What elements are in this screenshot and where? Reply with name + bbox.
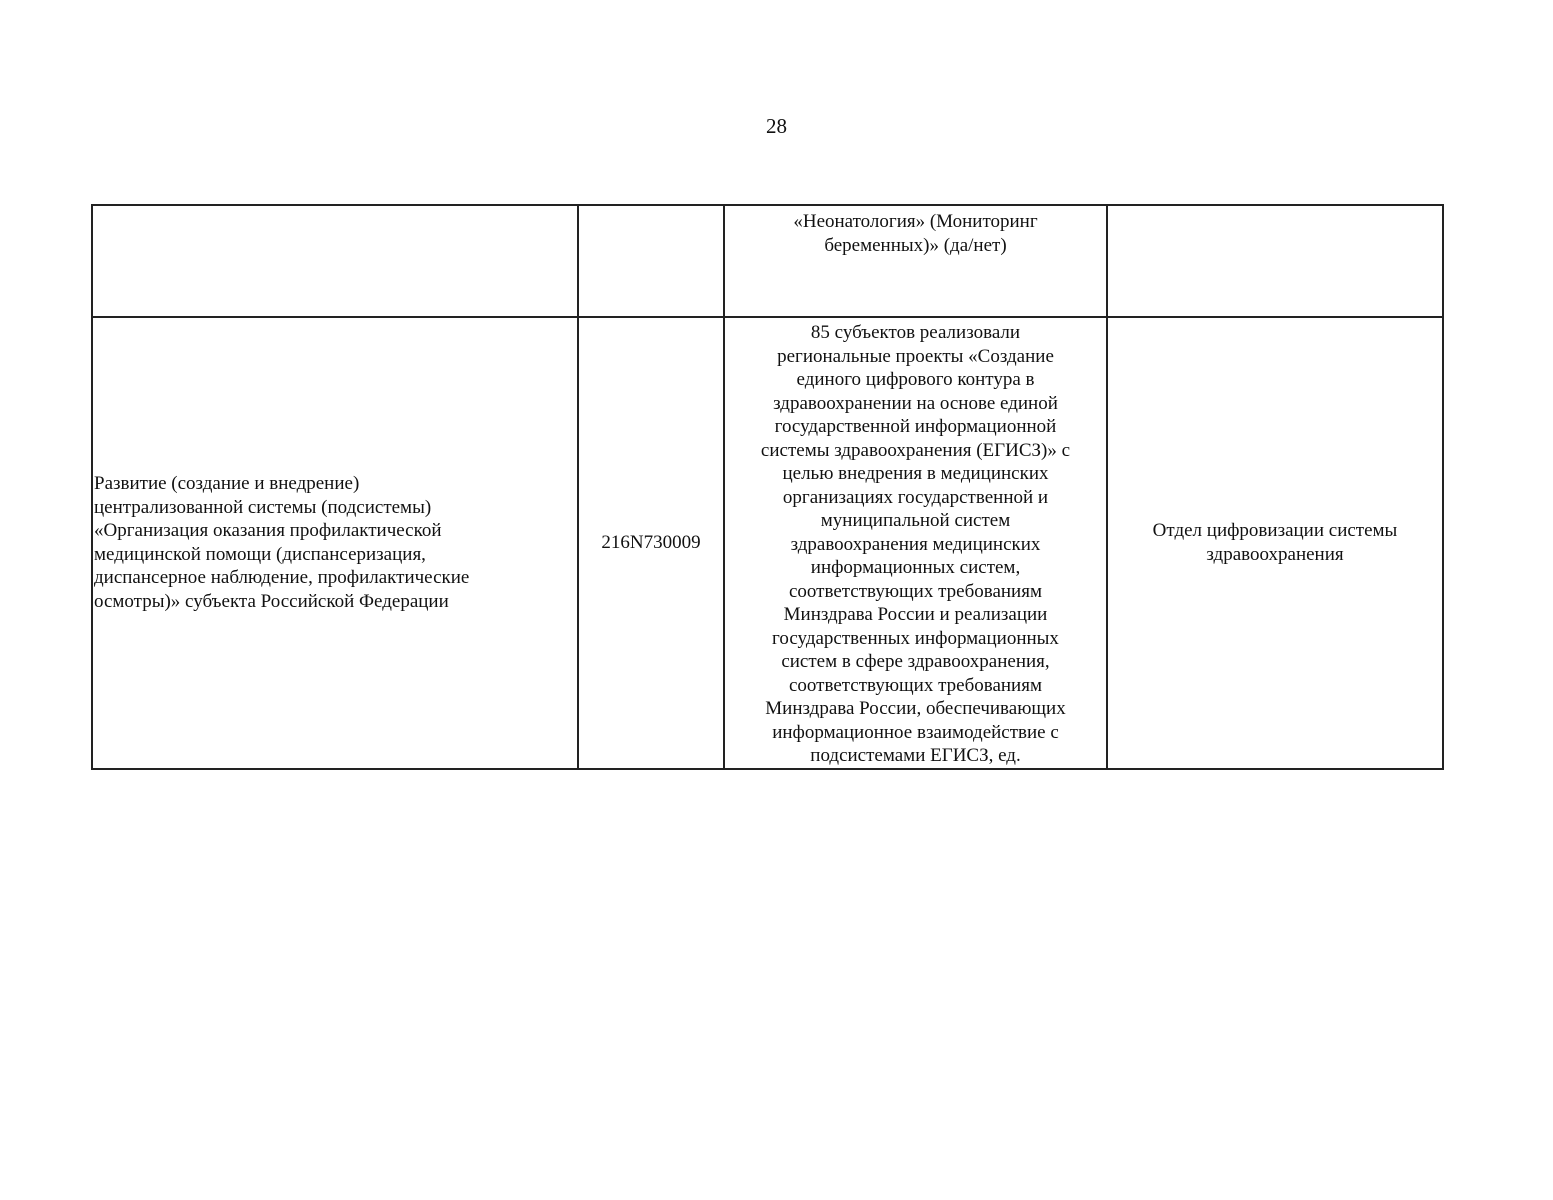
row-1-code-cell — [578, 205, 724, 317]
row-1-indicator-cell: «Неонатология» (Мониторинг беременных)» (да/нет) — [724, 205, 1107, 317]
row-1-name-cell — [92, 205, 578, 317]
row-1-department-cell — [1107, 205, 1443, 317]
page-number: 28 — [766, 114, 787, 138]
document-table — [91, 204, 1444, 770]
row-2-department-cell: Отдел цифровизации системы здравоохранения — [1107, 317, 1443, 769]
row-2-code-cell: 216N730009 — [578, 317, 724, 769]
table-row — [92, 205, 1443, 317]
row-2-name-cell: Развитие (создание и внедрение) централизованной системы (подсистемы) «Организация оказания профилактической медицинской помощи (диспансеризация, диспансерное наблюдение, профилактические осмотры)» субъекта Российской Федерации — [92, 317, 578, 769]
row-2-indicator-cell: 85 субъектов реализовали региональные проекты «Создание единого цифрового контура в здравоохранении на основе единой государственной информационной системы здравоохранения (ЕГИСЗ)» с целью внедрения в медицинских организациях государственной и муниципальной систем здравоохранения медицинских информационных систем, соответствующих требованиям Минздрава России и реализации государственных информационных систем в сфере здравоохранения, соответствующих требованиям Минздрава России, обеспечивающих информационное взаимодействие с подсистемами ЕГИСЗ, ед. — [724, 317, 1107, 769]
table-row — [92, 317, 1443, 769]
